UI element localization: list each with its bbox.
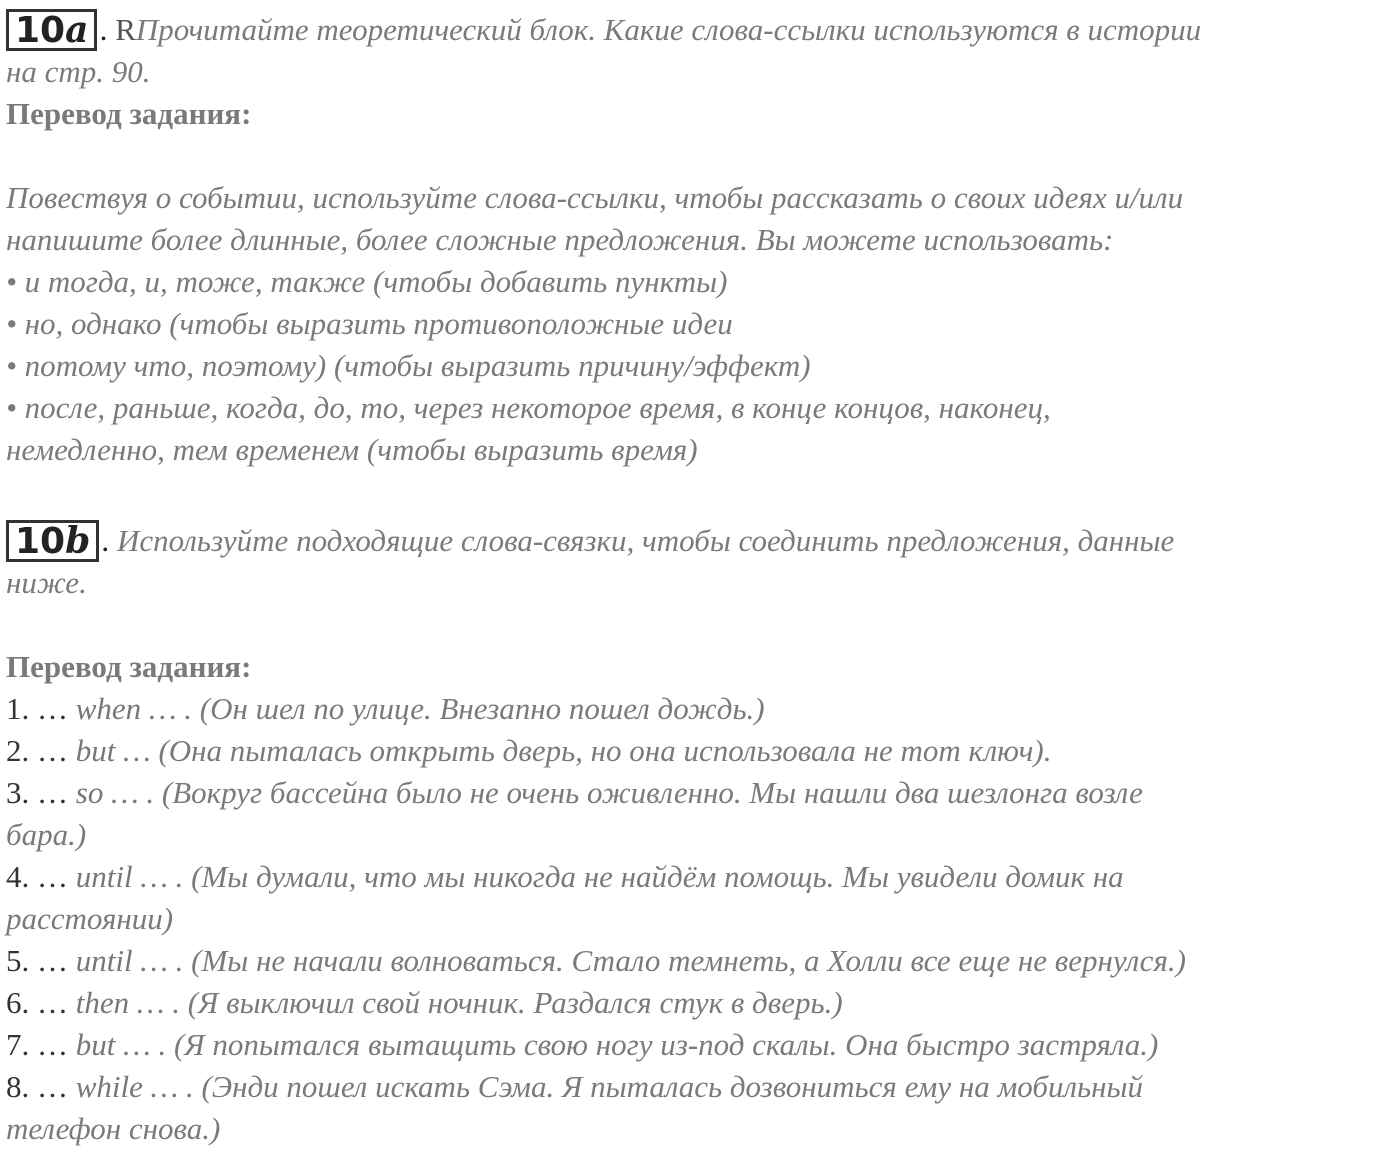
item-number: 7. … [6, 1027, 76, 1062]
item-text: … . (Он шел по улице. Внезапно пошел дождь.) [141, 691, 765, 726]
task-b-number: 10 [15, 521, 66, 562]
item-text-continued: расстоянии) [6, 901, 174, 936]
task-b-number-box [6, 520, 99, 562]
task-b-instruction-line2: ниже. [6, 565, 87, 600]
item-number: 2. … [6, 733, 76, 768]
task-b-instruction-line1: Используйте подходящие слова-связки, чтобы соединить предложения, данные [117, 523, 1175, 558]
translation-line: • потому что, поэтому) (чтобы выразить причину/эффект) [6, 348, 811, 383]
task-a-instruction-line1: Прочитайте теоретический блок. Какие слова-ссылки используются в истории [135, 12, 1202, 47]
item-keyword: but [75, 733, 116, 768]
item-keyword: then [75, 985, 130, 1020]
task-a-letter: a [65, 9, 89, 51]
item-number: 4. … [6, 859, 76, 894]
translation-line: Повествуя о событии, используйте слова-ссылки, чтобы рассказать о своих идеях и/или [6, 180, 1184, 215]
item-keyword: while [75, 1069, 143, 1104]
task-b-translation-heading: Перевод задания: [6, 649, 252, 684]
task-a-prefix: R [115, 12, 136, 47]
document-page [6, 8, 1396, 1150]
list-item [6, 1024, 1396, 1066]
translation-line: • но, однако (чтобы выразить противоположные идеи [6, 306, 733, 341]
translation-line: напишите более длинные, более сложные предложения. Вы можете использовать: [6, 222, 1114, 257]
item-keyword: when [75, 691, 142, 726]
item-text-continued: бара.) [6, 817, 87, 852]
item-text: … . (Энди пошел искать Сэма. Я пыталась дозвониться ему на мобильный [142, 1069, 1143, 1104]
task-a-translation [6, 177, 1396, 471]
item-text: … . (Мы думали, что мы никогда не найдём помощь. Мы увидели домик на [132, 859, 1124, 894]
item-text: … . (Я выключил свой ночник. Раздался стук в дверь.) [129, 985, 843, 1020]
task-a-number-box [6, 9, 97, 51]
item-keyword: until [75, 943, 133, 978]
task-b-dot: . [101, 522, 110, 558]
item-keyword: but [75, 1027, 116, 1062]
list-item [6, 772, 1396, 856]
task-a-header [6, 8, 1396, 51]
item-text: … . (Мы не начали волноваться. Стало темнеть, а Холли все еще не вернулся.) [132, 943, 1186, 978]
item-number: 1. … [6, 691, 76, 726]
item-number: 6. … [6, 985, 76, 1020]
item-number: 8. … [6, 1069, 76, 1104]
list-item [6, 1066, 1396, 1150]
task-b-header [6, 519, 1396, 562]
task-a-translation-heading: Перевод задания: [6, 96, 252, 131]
item-number: 5. … [6, 943, 76, 978]
list-item [6, 688, 1396, 730]
task-a-number: 10 [15, 10, 66, 51]
list-item [6, 940, 1396, 982]
item-keyword: so [75, 775, 104, 810]
task-b-items [6, 688, 1396, 1150]
task-b-letter: b [65, 520, 91, 562]
list-item [6, 856, 1396, 940]
list-item [6, 730, 1396, 772]
list-item [6, 982, 1396, 1024]
task-a-dot: . [99, 11, 108, 47]
item-text: … . (Вокруг бассейна было не очень оживленно. Мы нашли два шезлонга возле [103, 775, 1143, 810]
translation-line: немедленно, тем временем (чтобы выразить время) [6, 432, 698, 467]
item-text: … (Она пыталась открыть дверь, но она использовала не тот ключ). [115, 733, 1052, 768]
item-text: … . (Я попытался вытащить свою ногу из-под скалы. Она быстро застряла.) [115, 1027, 1159, 1062]
task-a-instruction-line2: на стр. 90. [6, 54, 151, 89]
item-keyword: until [75, 859, 133, 894]
translation-line: • и тогда, и, тоже, также (чтобы добавить пункты) [6, 264, 728, 299]
item-number: 3. … [6, 775, 76, 810]
item-text-continued: телефон снова.) [6, 1111, 221, 1146]
translation-line: • после, раньше, когда, до, то, через некоторое время, в конце концов, наконец, [6, 390, 1051, 425]
